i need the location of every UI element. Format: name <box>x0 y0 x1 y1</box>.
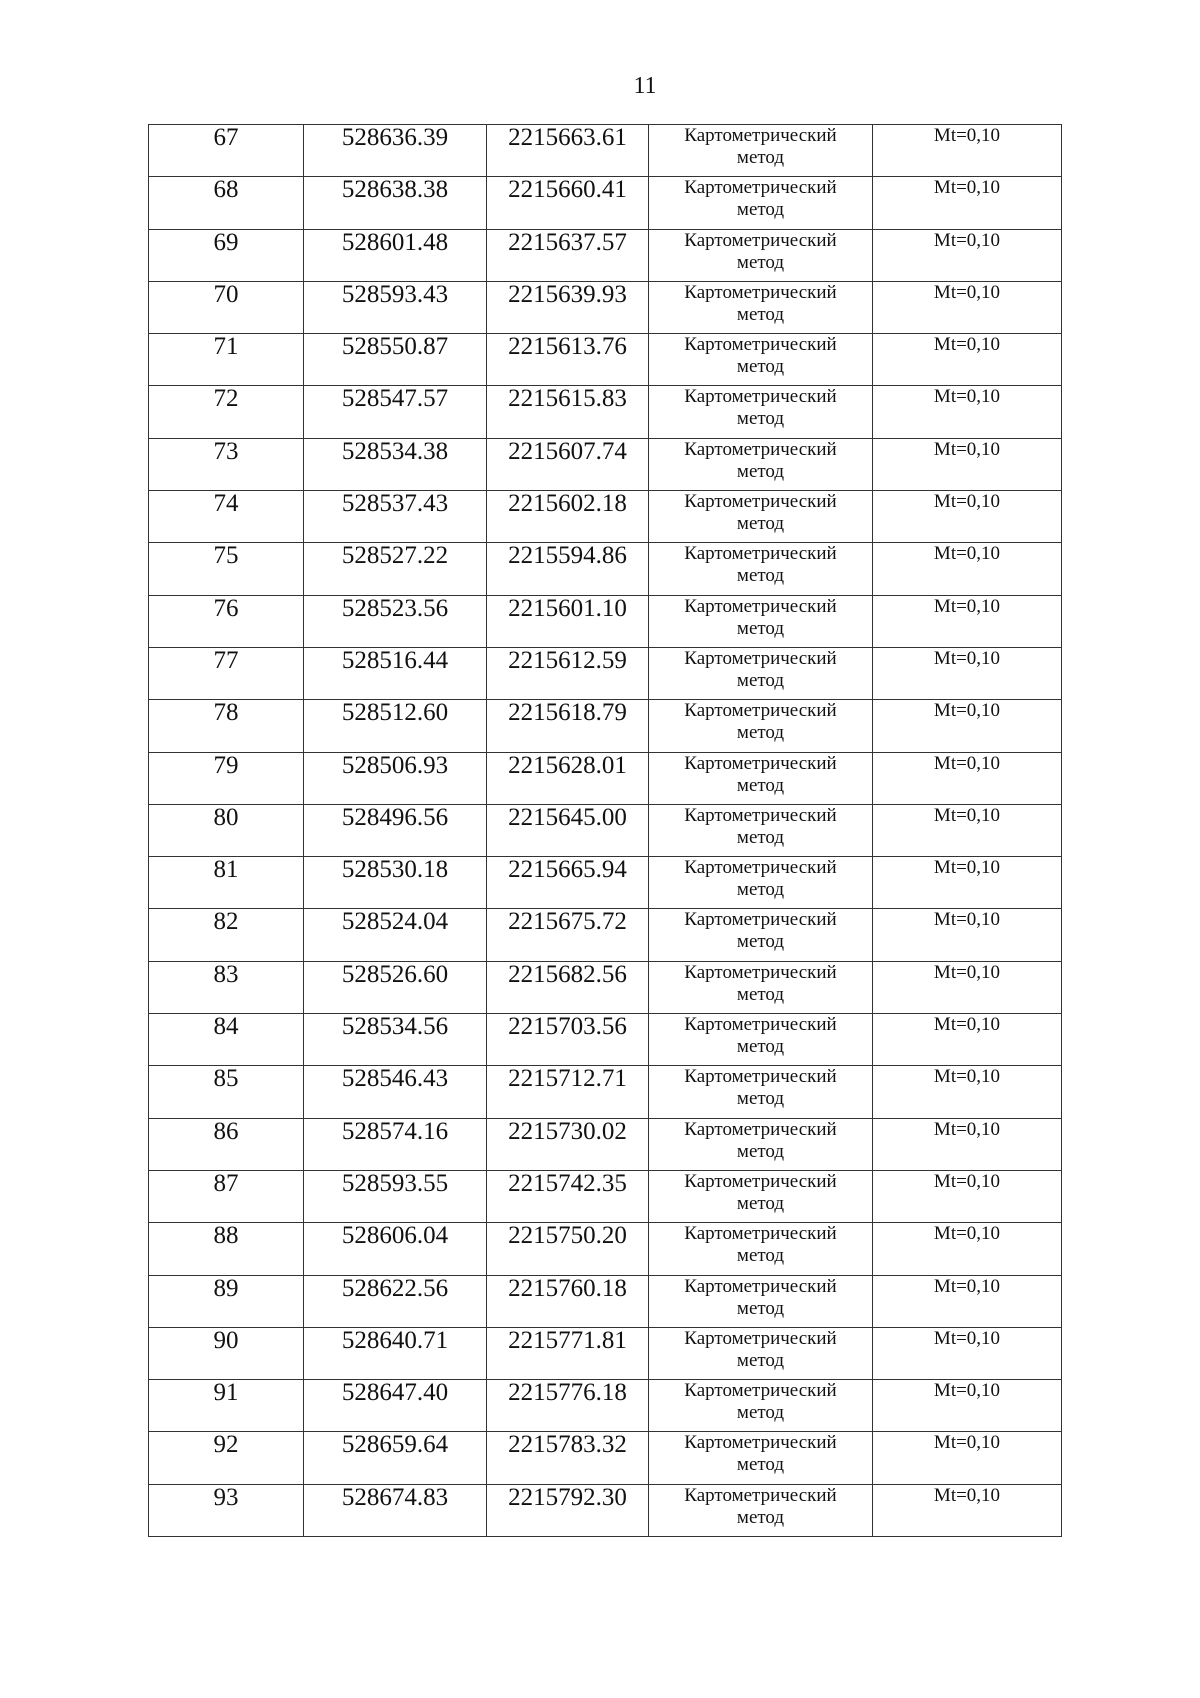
method-line-2: метод <box>736 1140 785 1162</box>
y-coordinate-cell: 2215618.79 <box>487 700 649 752</box>
method-cell <box>649 961 873 1013</box>
x-coordinate-cell: 528674.83 <box>304 1484 487 1536</box>
method-line-1: Картометрический <box>684 1327 837 1349</box>
accuracy-cell: Mt=0,10 <box>873 961 1062 1013</box>
method-line-2: метод <box>736 1245 785 1267</box>
table-row <box>149 125 1062 177</box>
table-row <box>149 857 1062 909</box>
method-line-1: Картометрический <box>684 229 837 251</box>
method-cell <box>649 1432 873 1484</box>
y-coordinate-cell: 2215639.93 <box>487 281 649 333</box>
accuracy-cell: Mt=0,10 <box>873 229 1062 281</box>
accuracy-cell: Mt=0,10 <box>873 1118 1062 1170</box>
x-coordinate-cell: 528659.64 <box>304 1432 487 1484</box>
accuracy-cell: Mt=0,10 <box>873 438 1062 490</box>
accuracy-cell: Mt=0,10 <box>873 804 1062 856</box>
table-row <box>149 1275 1062 1327</box>
method-cell <box>649 1223 873 1275</box>
method-line-2: метод <box>736 722 785 744</box>
accuracy-cell: Mt=0,10 <box>873 1275 1062 1327</box>
method-cell <box>649 543 873 595</box>
method-line-2: метод <box>736 251 785 273</box>
method-cell <box>649 229 873 281</box>
method-line-1: Картометрический <box>684 1275 837 1297</box>
accuracy-cell: Mt=0,10 <box>873 1327 1062 1379</box>
method-line-2: метод <box>736 931 785 953</box>
method-line-2: метод <box>736 356 785 378</box>
point-number-cell: 77 <box>149 647 304 699</box>
table-row <box>149 491 1062 543</box>
point-number-cell: 73 <box>149 438 304 490</box>
x-coordinate-cell: 528547.57 <box>304 386 487 438</box>
method-line-2: метод <box>736 1192 785 1214</box>
method-line-2: метод <box>736 1454 785 1476</box>
accuracy-cell: Mt=0,10 <box>873 1484 1062 1536</box>
x-coordinate-cell: 528601.48 <box>304 229 487 281</box>
method-line-2: метод <box>736 1297 785 1319</box>
y-coordinate-cell: 2215628.01 <box>487 752 649 804</box>
method-line-2: метод <box>736 408 785 430</box>
method-line-2: метод <box>736 460 785 482</box>
y-coordinate-cell: 2215730.02 <box>487 1118 649 1170</box>
method-cell <box>649 1170 873 1222</box>
accuracy-cell: Mt=0,10 <box>873 491 1062 543</box>
table-row <box>149 281 1062 333</box>
accuracy-cell: Mt=0,10 <box>873 386 1062 438</box>
method-line-2: метод <box>736 1402 785 1424</box>
method-line-2: метод <box>736 565 785 587</box>
table-row <box>149 1066 1062 1118</box>
page-number: 11 <box>633 73 657 99</box>
x-coordinate-cell: 528550.87 <box>304 334 487 386</box>
point-number-cell: 88 <box>149 1223 304 1275</box>
method-line-1: Картометрический <box>684 543 837 565</box>
accuracy-cell: Mt=0,10 <box>873 1014 1062 1066</box>
table-row <box>149 543 1062 595</box>
method-line-1: Картометрический <box>684 177 837 199</box>
method-line-2: метод <box>736 1349 785 1371</box>
method-line-1: Картометрический <box>684 1223 837 1245</box>
point-number-cell: 92 <box>149 1432 304 1484</box>
point-number-cell: 87 <box>149 1170 304 1222</box>
method-cell <box>649 1014 873 1066</box>
point-number-cell: 78 <box>149 700 304 752</box>
table-row <box>149 229 1062 281</box>
method-cell <box>649 438 873 490</box>
method-cell <box>649 752 873 804</box>
y-coordinate-cell: 2215675.72 <box>487 909 649 961</box>
method-line-2: метод <box>736 617 785 639</box>
method-line-1: Картометрический <box>684 1118 837 1140</box>
method-line-2: метод <box>736 147 785 168</box>
accuracy-cell: Mt=0,10 <box>873 177 1062 229</box>
table-row <box>149 1380 1062 1432</box>
point-number-cell: 80 <box>149 804 304 856</box>
table-row <box>149 961 1062 1013</box>
table-row <box>149 1432 1062 1484</box>
x-coordinate-cell: 528593.43 <box>304 281 487 333</box>
method-line-1: Картометрический <box>684 438 837 460</box>
x-coordinate-cell: 528524.04 <box>304 909 487 961</box>
coordinates-table-body <box>149 125 1062 1537</box>
x-coordinate-cell: 528640.71 <box>304 1327 487 1379</box>
x-coordinate-cell: 528512.60 <box>304 700 487 752</box>
point-number-cell: 68 <box>149 177 304 229</box>
y-coordinate-cell: 2215612.59 <box>487 647 649 699</box>
method-line-2: метод <box>736 774 785 796</box>
method-cell <box>649 700 873 752</box>
x-coordinate-cell: 528527.22 <box>304 543 487 595</box>
method-line-1: Картометрический <box>684 1066 837 1088</box>
method-cell <box>649 595 873 647</box>
y-coordinate-cell: 2215663.61 <box>487 125 649 177</box>
method-line-1: Картометрический <box>684 595 837 617</box>
method-line-1: Картометрический <box>684 647 837 669</box>
method-line-2: метод <box>736 1036 785 1058</box>
method-line-1: Картометрический <box>684 961 837 983</box>
y-coordinate-cell: 2215613.76 <box>487 334 649 386</box>
x-coordinate-cell: 528534.56 <box>304 1014 487 1066</box>
x-coordinate-cell: 528496.56 <box>304 804 487 856</box>
method-line-2: метод <box>736 1088 785 1110</box>
accuracy-cell: Mt=0,10 <box>873 334 1062 386</box>
accuracy-cell: Mt=0,10 <box>873 281 1062 333</box>
method-line-1: Картометрический <box>684 700 837 722</box>
point-number-cell: 72 <box>149 386 304 438</box>
x-coordinate-cell: 528647.40 <box>304 1380 487 1432</box>
accuracy-cell: Mt=0,10 <box>873 1380 1062 1432</box>
method-line-2: метод <box>736 669 785 691</box>
x-coordinate-cell: 528530.18 <box>304 857 487 909</box>
method-line-1: Картометрический <box>684 281 837 303</box>
point-number-cell: 89 <box>149 1275 304 1327</box>
x-coordinate-cell: 528574.16 <box>304 1118 487 1170</box>
table-row <box>149 1014 1062 1066</box>
point-number-cell: 76 <box>149 595 304 647</box>
y-coordinate-cell: 2215760.18 <box>487 1275 649 1327</box>
method-line-1: Картометрический <box>684 857 837 879</box>
table-row <box>149 386 1062 438</box>
point-number-cell: 90 <box>149 1327 304 1379</box>
method-cell <box>649 804 873 856</box>
method-cell <box>649 177 873 229</box>
point-number-cell: 70 <box>149 281 304 333</box>
point-number-cell: 85 <box>149 1066 304 1118</box>
method-line-2: метод <box>736 513 785 535</box>
method-cell <box>649 1380 873 1432</box>
method-line-1: Картометрический <box>684 1170 837 1192</box>
accuracy-cell: Mt=0,10 <box>873 1223 1062 1275</box>
x-coordinate-cell: 528523.56 <box>304 595 487 647</box>
method-cell <box>649 647 873 699</box>
y-coordinate-cell: 2215615.83 <box>487 386 649 438</box>
x-coordinate-cell: 528534.38 <box>304 438 487 490</box>
method-line-1: Картометрический <box>684 386 837 408</box>
table-row <box>149 1484 1062 1536</box>
method-line-1: Картометрический <box>684 804 837 826</box>
y-coordinate-cell: 2215792.30 <box>487 1484 649 1536</box>
method-cell <box>649 125 873 177</box>
method-line-1: Картометрический <box>684 1380 837 1402</box>
x-coordinate-cell: 528622.56 <box>304 1275 487 1327</box>
accuracy-cell: Mt=0,10 <box>873 1170 1062 1222</box>
y-coordinate-cell: 2215682.56 <box>487 961 649 1013</box>
x-coordinate-cell: 528593.55 <box>304 1170 487 1222</box>
y-coordinate-cell: 2215660.41 <box>487 177 649 229</box>
method-line-1: Картометрический <box>684 491 837 513</box>
y-coordinate-cell: 2215742.35 <box>487 1170 649 1222</box>
x-coordinate-cell: 528526.60 <box>304 961 487 1013</box>
table-row <box>149 1327 1062 1379</box>
method-cell <box>649 386 873 438</box>
y-coordinate-cell: 2215750.20 <box>487 1223 649 1275</box>
method-cell <box>649 1327 873 1379</box>
accuracy-cell: Mt=0,10 <box>873 752 1062 804</box>
point-number-cell: 79 <box>149 752 304 804</box>
point-number-cell: 82 <box>149 909 304 961</box>
point-number-cell: 81 <box>149 857 304 909</box>
x-coordinate-cell: 528636.39 <box>304 125 487 177</box>
x-coordinate-cell: 528546.43 <box>304 1066 487 1118</box>
method-cell <box>649 1118 873 1170</box>
accuracy-cell: Mt=0,10 <box>873 1432 1062 1484</box>
accuracy-cell: Mt=0,10 <box>873 909 1062 961</box>
y-coordinate-cell: 2215776.18 <box>487 1380 649 1432</box>
point-number-cell: 74 <box>149 491 304 543</box>
method-cell <box>649 334 873 386</box>
method-cell <box>649 1275 873 1327</box>
table-row <box>149 700 1062 752</box>
y-coordinate-cell: 2215665.94 <box>487 857 649 909</box>
method-line-2: метод <box>736 199 785 221</box>
x-coordinate-cell: 528638.38 <box>304 177 487 229</box>
table-row <box>149 1118 1062 1170</box>
y-coordinate-cell: 2215607.74 <box>487 438 649 490</box>
y-coordinate-cell: 2215601.10 <box>487 595 649 647</box>
method-cell <box>649 857 873 909</box>
table-row <box>149 177 1062 229</box>
method-line-2: метод <box>736 983 785 1005</box>
accuracy-cell: Mt=0,10 <box>873 647 1062 699</box>
method-cell <box>649 1484 873 1536</box>
y-coordinate-cell: 2215783.32 <box>487 1432 649 1484</box>
table-row <box>149 595 1062 647</box>
accuracy-cell: Mt=0,10 <box>873 1066 1062 1118</box>
point-number-cell: 69 <box>149 229 304 281</box>
method-cell <box>649 909 873 961</box>
table-row <box>149 1223 1062 1275</box>
accuracy-cell: Mt=0,10 <box>873 595 1062 647</box>
table-row <box>149 334 1062 386</box>
point-number-cell: 71 <box>149 334 304 386</box>
point-number-cell: 83 <box>149 961 304 1013</box>
point-number-cell: 75 <box>149 543 304 595</box>
x-coordinate-cell: 528506.93 <box>304 752 487 804</box>
method-line-2: метод <box>736 879 785 901</box>
x-coordinate-cell: 528606.04 <box>304 1223 487 1275</box>
y-coordinate-cell: 2215594.86 <box>487 543 649 595</box>
method-line-1: Картометрический <box>684 334 837 356</box>
coordinates-table <box>148 124 1062 1537</box>
point-number-cell: 91 <box>149 1380 304 1432</box>
table-row <box>149 804 1062 856</box>
accuracy-cell: Mt=0,10 <box>873 700 1062 752</box>
x-coordinate-cell: 528537.43 <box>304 491 487 543</box>
y-coordinate-cell: 2215602.18 <box>487 491 649 543</box>
point-number-cell: 84 <box>149 1014 304 1066</box>
method-cell <box>649 1066 873 1118</box>
table-row <box>149 909 1062 961</box>
table-row <box>149 752 1062 804</box>
method-line-1: Картометрический <box>684 752 837 774</box>
y-coordinate-cell: 2215645.00 <box>487 804 649 856</box>
method-line-2: метод <box>736 1506 785 1528</box>
point-number-cell: 67 <box>149 125 304 177</box>
method-line-1: Картометрический <box>684 125 837 146</box>
point-number-cell: 86 <box>149 1118 304 1170</box>
method-cell <box>649 281 873 333</box>
method-line-1: Картометрический <box>684 1432 837 1454</box>
method-line-2: метод <box>736 826 785 848</box>
y-coordinate-cell: 2215703.56 <box>487 1014 649 1066</box>
accuracy-cell: Mt=0,10 <box>873 543 1062 595</box>
x-coordinate-cell: 528516.44 <box>304 647 487 699</box>
y-coordinate-cell: 2215637.57 <box>487 229 649 281</box>
y-coordinate-cell: 2215771.81 <box>487 1327 649 1379</box>
method-line-1: Картометрический <box>684 909 837 931</box>
y-coordinate-cell: 2215712.71 <box>487 1066 649 1118</box>
accuracy-cell: Mt=0,10 <box>873 125 1062 177</box>
method-line-1: Картометрический <box>684 1014 837 1036</box>
method-line-2: метод <box>736 303 785 325</box>
method-line-1: Картометрический <box>684 1484 837 1506</box>
table-row <box>149 647 1062 699</box>
point-number-cell: 93 <box>149 1484 304 1536</box>
method-cell <box>649 491 873 543</box>
table-row <box>149 438 1062 490</box>
accuracy-cell: Mt=0,10 <box>873 857 1062 909</box>
table-row <box>149 1170 1062 1222</box>
